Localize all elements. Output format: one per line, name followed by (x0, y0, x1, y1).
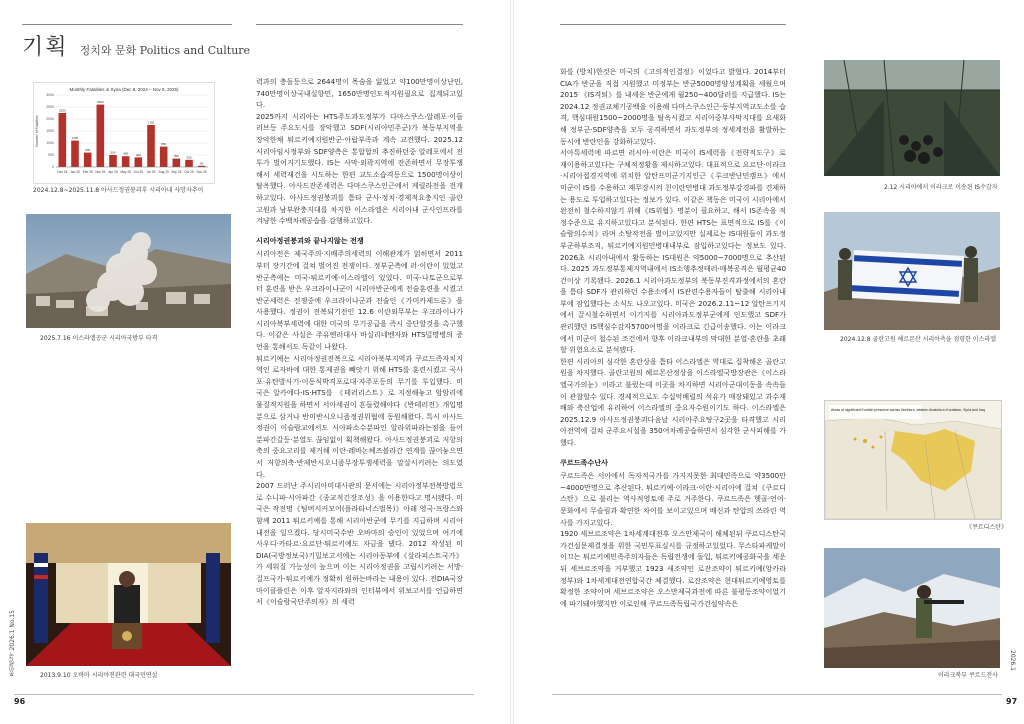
right-text-column (560, 66, 786, 691)
chart-bar (84, 153, 92, 167)
kurdistan-map-svg (825, 401, 1001, 519)
chart-ytick-label: 0 (52, 165, 54, 170)
section-heading: 쿠르드족수난사 (560, 457, 608, 467)
chart-data-label: 350 (173, 154, 179, 159)
paragraph: 1920 세브르조약은 1차세계대전후 오스만제국이 해체된뒤 쿠르디스탄국가건설문제결정을 위한 국민투표실시를 규정하고있었다. 무스타파케말이 이끄는 튀르키예민족주의자들은 독립전쟁에 돌입, 튀르키예공화국을 세운뒤 세브르조약을 거부했고 1923 새조약인 로잔조약이 튀르키예(앙카라정부)와 1차세계대전연합국간 체결했다. 로잔조약은 현대튀르키예영토를 확정한 조약이며 세브르조약은 오스만제국과전에 따른 불평등조약이었기에 파기돼야했지만 이로인해 쿠르드족독립국가건설약속은 (560, 529, 786, 608)
map-caption: 《쿠르디스탄》 (966, 524, 1007, 531)
chart-ytick-label: 2000 (46, 117, 54, 122)
top-rule-left-2 (256, 24, 463, 25)
chart-ytick-label: 1500 (46, 129, 54, 134)
left-text-column (256, 76, 463, 691)
chart-data-label: 1750 (147, 120, 155, 125)
kurdish-fighter-photo-svg (824, 548, 1000, 668)
airstrike-photo-svg (26, 214, 231, 328)
speech-photo (26, 523, 231, 666)
chart-data-label: 450 (123, 151, 129, 156)
chart-category-label: Dec 24 (57, 170, 68, 174)
chart-ytick-label: 1000 (46, 141, 54, 146)
chart-bar (160, 147, 168, 167)
paragraph: 2025까지 시리아는 HTS주도과도정부가 다마스쿠스·알레포·이들리브등 주요도시를 장악했고 SDF(시리아민주군)가 북동부지역을 장악한채 튀르키예지원반군·아랍부족과 계속 교전했다. 2025.12 시리아임시정부와 SDF양측은 통합합의 추진하던중 알레포에서 전투가 벌어지기도했다. IS는 사막·외곽지역에 잔존하면서 무장투쟁해서 세력재건을 시도하는 한편 교도소습격등으로 1500명이상이 탈옥했다. 아사드잔존세력은 다마스쿠스인근에서 게릴라전을 전개하고있다. 아사드정권붕괴를 틈타 군사·정치·경제적요충지인 골란고원과 남부완충지대를 차지한 이스라엘은 시리아내 군사인프라를 겨냥한 수백차례공습을 감행하고있다. (256, 111, 463, 226)
bottom-rule-left (14, 694, 474, 695)
paragraph: 서아특세력에 따르면 러시아·이란은 미국이 IS세력을《전략적도구》로 재이용하고있다는 구체적정황을 제시하고있다. 대표적으로 요르단·이라크·시리아접경지역에 위치한 알탄프미군기지인근《루크반난민캠프》에서 미군이 IS를 수용하고 재무장시켜 친이란민병대 과도정부강경파를 견제하는 용도로 투입하고있다는 정보가 있다. 이같은 책동은 미국이 시리아에서 완전히 철수하지않기 위해《IS위협》명분이 필요하고, 해서 IS존속을 적정수준으로 유지하고있다고 분석된다. 한편 HTS는 표면적으로 IS를《이슬람의수치》라며 소탕작전을 벌이고있지만 실제로는 IS대원들이 과도정부군하부조직, 튀르키예지원민병대내부로 잠입하고있다는 정보도 있다. 2026초 시리아내에서 활동하는 IS대원은 약5000~7000명으로 추산된다. 2025 과도정부통제지역내에서 IS소행추정테러·매복공격은 월평균40건이상 기록됐다. 2026.1 시리아과도정부의 북동부진격과정에서의 혼란을 틈타 SDF가 관리하던 수용소에서 IS관련수용자들이 탈출해 시리아내부에 잠입했다는 소식도 나오고있다. 미국은 2026.2.11~12 알탄프기지에서 끌시철수하면서 이기지를 시리아과도정부군에게 인도했고 SDF가 관리했던 IS핵심수감자5700여명을 이라크로 긴급이송했다. 이는 이라크에서 미군이 철수된 조건에서 향후 이라크내부의 막대한 분열·혼란을 초래할 위험요소로 분석됐다. (560, 148, 786, 355)
top-rule-left (22, 24, 232, 25)
chart-ytick-label: 500 (48, 153, 54, 158)
airstrike-caption: 2025.7.16 이스라엘공군 시리아국방부 타격 (40, 335, 158, 342)
airstrike-photo (26, 214, 231, 328)
chart-data-label: 1100 (71, 136, 79, 141)
paragraph: 시리아전은 제국주의·지배주의세력의 이해관계가 얽히면서 2011부터 장기간에 걸쳐 벌어진 전쟁이다. 정부군측에 러·이란이 있었고 반군측에는 미국·튀르키예·이스라엘이 있었다. 미국·나토군으로부터 훈련을 받은 우크라이나군이 시리아반군에게 전술훈련을 시켰고 반군세력은 전쟁중에 우크라이나군과 전술인《가미카제드론》을 사용했다. 정권이 전복되기전인 12.6 이란외무부는 우크라이나가 시리아북부세력에 대한 미국의 무기공급을 즉시 중단할것을 촉구했다. 이같은 사실은 주유엔러대사 바실리네벤자와 HTS밀명병의 증언을 통해서도 독같이 나왔다. (256, 249, 463, 352)
fatalities-chart-svg (34, 83, 214, 183)
speech-caption: 2013.9.10 오바마 시리아전관련 대국민연설 (40, 672, 158, 679)
chart-bar (109, 155, 117, 167)
bottom-rule-right (552, 694, 1002, 695)
chart-caption: 2024.12.8~2025.11.8 아사드정권붕괴후 시리아내 사망자추이 (33, 187, 204, 194)
paragraph: 쿠르드족은 서아에서 독자적국가를 가지지못한 최대민족으로 약3500만~4000만명으로 추산된다. 튀르키예·이라크·이란·시리아에 걸쳐《쿠르디스탄》으로 불리는 역사적영토에 주로 거주한다. 쿠르드족은 헷골·언어·문화에서 무슬림과 확연한 차이를 보이고있으며 배신과 탄압의 쓰라린 역사를 가지고있다. (560, 471, 786, 527)
page-number-right: 97 (1006, 697, 1018, 706)
chart-ytick-label: 3000 (46, 93, 54, 98)
issue-side-label: 2026.1 (1009, 650, 1016, 671)
chart-category-label: Feb 25 (82, 170, 93, 174)
speech-photo-svg (26, 523, 231, 666)
section-title: 기획 (22, 35, 69, 60)
chart-data-label: 600 (85, 148, 91, 153)
magazine-side-label: 통일한국 2026.1 No.15 (9, 610, 16, 677)
detainees-photo-svg (824, 60, 1000, 176)
chart-bar (122, 156, 130, 167)
chart-category-label: May 25 (120, 170, 131, 174)
chart-ytick-label: 2500 (46, 105, 54, 110)
fatalities-chart (33, 82, 215, 184)
paragraph: 력과의 충돌등으로 2644명이 목숨을 잃었고 약100만명이상난민, 740만명이상국내실향민, 1650만명인도적지원필요로 집계되고있다. (256, 77, 463, 110)
chart-title: Monthly Fatalities in Syria (Dec 8, 2024 – Nov 8, 2025) (69, 87, 179, 92)
section-header (22, 30, 250, 61)
golan-flag-caption: 2024.12.8 골란고원 헤르몬산 시리아측을 점령한 이스라엘 (840, 336, 996, 343)
map-title: Areas of significant Kurdish presence across Northern, eastern Anatolia in Kurdistan, Syria and Iraq (831, 408, 985, 412)
golan-flag-photo (824, 212, 1000, 330)
chart-category-label: Nov 25 (196, 170, 207, 174)
chart-bar (59, 113, 67, 167)
page-number-left: 96 (14, 697, 26, 706)
chart-category-label: Mar 25 (95, 170, 106, 174)
chart-category-label: Jun 25 (133, 170, 144, 174)
top-rule-right (560, 24, 786, 25)
detainees-caption: 2.12 시리아에서 이라크로 이송된 IS수감자 (884, 184, 998, 191)
chart-bar (71, 141, 79, 167)
paragraph: 한편 시리아의 심각한 혼란상을 틈타 이스라엘은 역대로 집착해온 골란고원을 차지했다. 골란고원의 헤르몬산정상을 이스라엘국방장관은《이스라엘국가의눈》이라고 불렀는데 이곳을 차지하면 시리아군대이동을 속속들이 관찰할수 있다. 경제적으로도 수십억배럴의 석유가 매장돼있고 과수재배와 축산업에 유리하여 이스라엘의 중요자수원이기도 하다. 이스라엘은 2025.12.9 아사드정권붕괴다음날 시리아주요탕구2곳을 타격했고 시리아전역에 걸쳐 군주요시설을 350여차례공습하면서 심각한 군사피해를 가했다. (560, 356, 786, 447)
kurdish-fighter-photo (824, 548, 1000, 668)
chart-data-label: 500 (110, 150, 116, 155)
chart-category-label: Oct 25 (184, 170, 194, 174)
kurdistan-map (824, 400, 1002, 520)
chart-category-label: Sep 25 (171, 170, 182, 174)
chart-data-label: 300 (186, 155, 192, 160)
chart-ylabel: Number of Fatalities (35, 115, 39, 147)
paragraph: 화를 (방치)한것은 미국의《고의적인결정》이었다고 밝혔다. 2014부터 CIA가 반군을 직접 지원했고 미정부는 반군5000명양성계획을 세웠으며 2015 《IS격퇴》를 내세운 반군에게 월250~400달러를 지급했다. IS는 2024.12 정권교체기공백을 이용해 다마스쿠스인근·동부지역교도소를 습격, 핵심대원1500~2000명을 탈옥시켰고 시리아중부사막지대를 요새화해 정부군·SDF양측을 모두 공격하면서 과도정부의 정세계전을 활발하는 동시에 반란인을 강화하고있다. (560, 67, 786, 146)
chart-category-label: Jan 25 (70, 170, 80, 174)
detainees-photo (824, 60, 1000, 176)
golan-flag-photo-svg (824, 212, 1000, 330)
chart-data-label: 2250 (58, 108, 66, 113)
chart-bar (135, 157, 143, 167)
chart-category-label: Apr 25 (108, 170, 118, 174)
chart-bar (97, 105, 105, 167)
chart-bar (147, 125, 155, 167)
chart-data-label: 50 (199, 161, 204, 166)
fighter-caption: 이라크북부 쿠르드전사 (938, 672, 998, 679)
paragraph: 2007 드러난 주시리아미대사관의 문서에는 시리아정부전복방법으로 수니파·시아파간《종교적긴장조성》을 이용한다고 명시됐다. 미국은 작전명《팀버시커모어(플라타너스벌목)》아래 영국·프랑스와 함께 2011 튀르키예를 통해 시리아반군에 무기를 지급하며 시리아내전을 일으켰다. 당시미국수반 오바마의 승인이 있었으며 여기에 사우디·카타르·요르단·튀르키예도 자금을 댔다. 2012 작성된 미DIA(국방정보국)기밀보고서에는 시리아동부에《살라피스트국가》가 세워질 가능성이 높으며 이는 시리아정권을 고립시키려는 서방·걸프국가·튀르키예가 정확히 원하는바라는 내용이 있다. 전DIA국장 마이클플린은 이후 알자지라와의 인터뷰에서 위보고서를 언급하면서《이슬람국단주의자》의 세력 (256, 481, 463, 607)
chart-bar (173, 159, 181, 167)
chart-data-label: 400 (135, 152, 141, 157)
chart-category-label: Jul 25 (146, 170, 156, 174)
right-page (512, 0, 1024, 724)
section-subtitle: 정치와 문화 Politics and Culture (79, 44, 251, 57)
chart-bar (185, 160, 193, 167)
section-heading: 시리아정권붕괴와 끝나지않는 전쟁 (256, 235, 364, 245)
chart-category-label: Aug 25 (158, 170, 169, 174)
paragraph: 튀르키예는 시리아정권전복으로 시리아북부지역과 쿠르드족자치지역인 로자바에 대한 통제권을 빼앗기 위해 HTS를 훈련시켰고 곡사포·유탄발사기·이동식박격포로대·자주포등의 무기를 투입했다. 미국은 알카에다·IS·HTS를 《테러리스트》로 지정해놓고 암암리에 물질적지원을 하면서 서아세권이 흔들렸해야다《반테러전》개입명분으로 삼거나 반미반시오니즘정권위협에 동원해왔다. 특시 아사드정권이 이슬람교에서도 시아파소수분파인 알라위파라는점을 들어 분파간갈등·분열도 끊임없이 획책해왔다. 아사드정권붕괴로 저항의축의 중요고리를 제거해 이란·레바논헤즈볼라간 연계를 끊어놓으면서 저항의축·반제반시오니즘무장투쟁세력을 말살시키려는 의도였다. (256, 353, 463, 479)
chart-data-label: 2600 (96, 100, 104, 105)
chart-data-label: 850 (161, 142, 167, 147)
